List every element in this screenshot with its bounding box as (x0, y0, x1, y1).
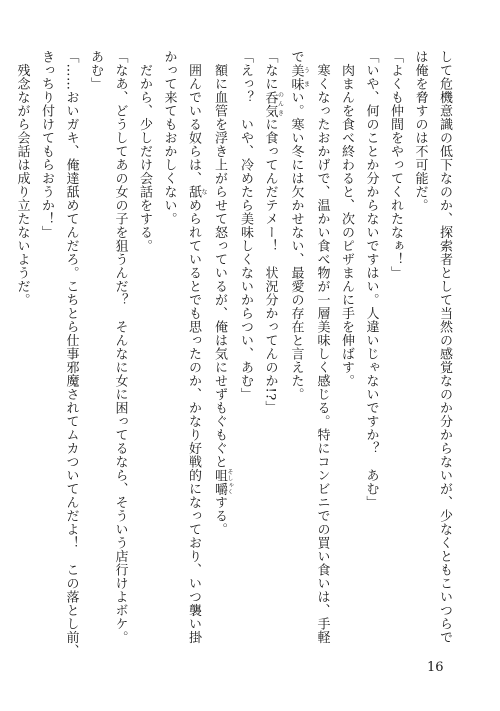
vertical-text-body (14, 50, 456, 658)
text-line: 「なあ、どうしてあの女の子を狙うんだ？ そんなに女に困ってるなら、そういう店行けよボケ。 (112, 50, 128, 644)
ruby-word: 咀嚼 そしゃく (212, 468, 233, 496)
text-line: きっちり付けてもらおうか！」 (39, 50, 54, 239)
ruby-word: 美味 うま (288, 63, 310, 91)
ruby-word: 呑気 のんき (262, 90, 284, 118)
text-line: 残念ながら会話は成り立たないようだ。 (14, 50, 30, 307)
text-line: かって来てもおかしくない。 (161, 50, 177, 226)
text-line: 「なに呑気 のんきに食ってんだテメー！ 状況分かってんのか!?」 (262, 50, 284, 415)
page-number: 16 (427, 660, 444, 675)
text-line: で美味 うまい。寒い冬には欠かせない、最愛の存在と言えた。 (288, 50, 310, 401)
text-line: 肉まんを食べ終わると、次のピザまんに手を伸ばす。 (339, 50, 354, 388)
text-line: 囲んでいる奴らは、舐 なめられているとでも思ったのか、かなり好戦的になっており、いつ襲い掛 (186, 50, 207, 644)
text-line: 「いや、何のことか分からないですはい。人違いじゃないですか？ あむ」 (363, 50, 379, 509)
text-line: だから、少しだけ会話をする。 (137, 50, 152, 253)
text-line: は俺を脅すのは不可能だ。 (412, 50, 428, 212)
text-line: あむ」 (88, 50, 103, 91)
text-line: 「……おいガキ、俺達舐めてんだろ。こちとら仕事邪魔されてムカついてんだよ！ この落とし前、 (63, 50, 79, 658)
text-line: 「よくも仲間をやってくれたなぁ！」 (388, 50, 403, 280)
text-line: 寒くなったおかげで、温かい食べ物が一層美味しく感じる。特にコンビニでの買い食いは、手軽 (314, 50, 330, 644)
text-line: して危機意識の低下なのか、探索者として当然の感覚なのか分からないが、少なくともこいつらで (437, 50, 452, 644)
ruby-word: 舐 な (186, 185, 207, 199)
text-line: 「えっ？ いや、冷めたら美味しくないからつい、あむ」 (238, 50, 253, 401)
text-line: 額に血管を浮き上がらせて怒っているが、俺は気にせずもぐもぐと咀嚼 そしゃくする。 (212, 50, 233, 536)
